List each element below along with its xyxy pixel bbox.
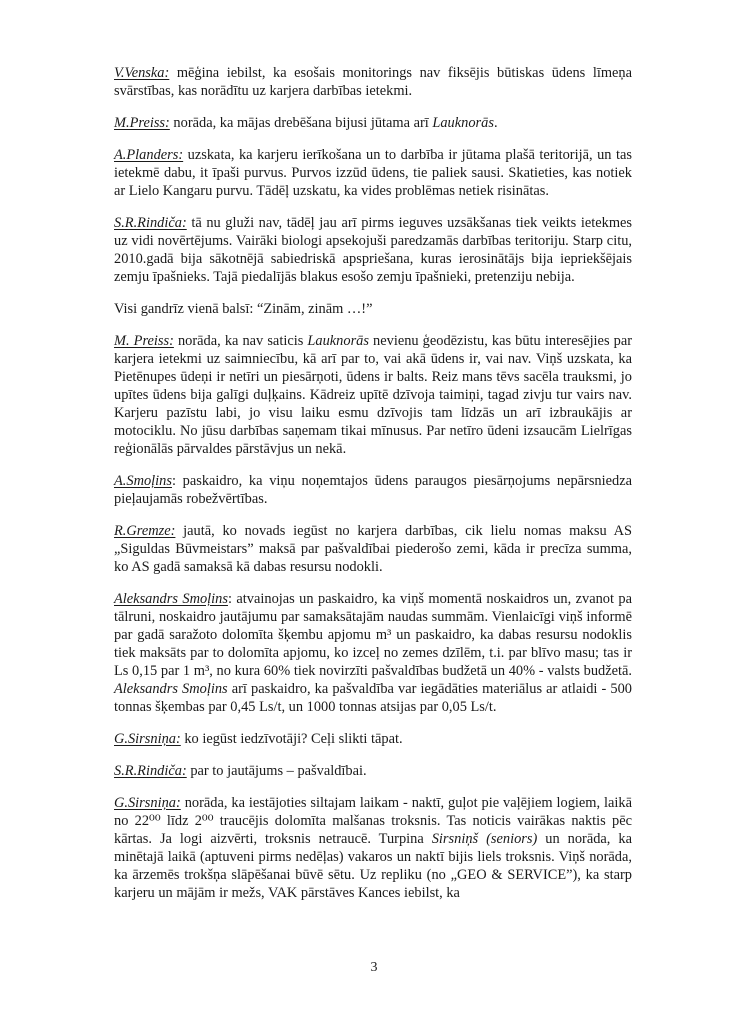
paragraph-text: norāda, ka mājas drebēšana bijusi jūtama arī [169,115,433,131]
paragraph-text: ko iegūst iedzīvotāji? Ceļi slikti tāpat. [180,731,403,747]
page-number: 3 [370,960,378,975]
speaker-name: G.Sirsniņa: [114,731,181,747]
paragraph-chorus [114,300,632,318]
paragraph-text: tā nu gluži nav, tādēļ jau arī pirms ieguves uzsākšanas tiek veikts ietekmes uz vidi novērtējums. Vairāki biologi apsekojuši paredzamās darbības teritoriju. Starp citu, 2010.gadā bija sākotnējā sabiedriskā apspriešana, kuras ierosinātājs bija iepriekšējais zemju īpašnieks. Tajā piedalījās blakus esošo zemju īpašnieki, pretenziju nebija. [114,215,632,285]
paragraph-gremze [114,522,632,576]
speaker-name: Aleksandrs Smoļins [114,591,228,607]
speaker-name: S.R.Rindiča: [114,215,187,231]
paragraph-smolins-1 [114,472,632,508]
paragraph-preiss-2 [114,332,632,458]
speaker-name: A.Planders: [114,147,184,163]
paragraph-text-after: . [493,115,498,131]
emphasis-text: Lauknorās [432,115,494,131]
paragraph-planders [114,146,632,200]
paragraph-rindica-2 [114,762,632,780]
speaker-name: S.R.Rindiča: [114,763,187,779]
speaker-name: A.Smoļins [114,473,172,489]
paragraph-text: norāda, ka nav saticis [173,333,308,349]
paragraph-text-after: arī paskaidro, ka pašvaldība var iegādāties materiālus ar atlaidi - 500 tonnas šķembas par 0,45 Ls/t, un 1000 tonnas atsijas par 0,05 Ls/t. [114,681,632,715]
paragraph-text-after: un norāda, ka minētajā laikā (aptuveni pirms nedēļas) vakaros un naktī bijis liels troksnis. Viņš norāda, ka ārzemēs trokšņa slāpēšanai būvē sētu. Uz repliku (no „GEO & SERVICE”), ka starp karjeru un mājām ir mežs, VAK pārstāves Kances iebilst, ka [114,831,632,901]
paragraph-sirsnina-1 [114,730,632,748]
paragraph-preiss-1 [114,114,632,132]
speaker-name: G.Sirsniņa: [114,795,181,811]
paragraph-smolins-2 [114,590,632,716]
paragraph-text: norāda, ka iestājoties siltajam laikam - naktī, guļot pie vaļējiem logiem, laikā no 22⁰⁰ līdz 2⁰⁰ traucējis dolomīta malšanas troksnis. Tas noticis vairākas naktis pēc kārtas. Ja logi aizvērti, troksnis netraucē. Turpina [114,795,632,847]
paragraph-text-after: nevienu ģeodēzistu, kas būtu interesējies par karjera ietekmi uz saimniecību, kā arī par to, vai akā ūdens ir, vai nav. Viņš uzskata, ka Pietēnupes ūdeņi ir netīri un piesārņoti, ūdens ir balts. Reiz mans tēvs sacēla trauksmi, jo upītes ūdens bija galīgi duļķains. Kādreiz upītē dzīvoja taimiņi, tagad zivju tur vairs nav. Karjeru pazīstu labi, jo visu laiku esmu dzīvojis tam līdzās un arī izbraukājis ar motociklu. No jūsu darbības saņemam tikai mīnusus. Par netīro ūdeni izsaucām Lielrīgas reģionālās pārvaldes pārstāvjus un nekā. [114,333,633,457]
speaker-name: V.Venska: [114,65,170,81]
emphasis-text: Sirsniņš (seniors) [431,831,538,847]
emphasis-text: Lauknorās [307,333,369,349]
paragraph-sirsnina-2 [114,794,632,902]
paragraph-text: : paskaidro, ka viņu noņemtajos ūdens paraugos piesārņojums nepārsniedza pieļaujamās robežvērtības. [114,473,632,507]
paragraph-venska [114,64,632,100]
paragraph-text: : atvainojas un paskaidro, ka viņš momentā noskaidros un, zvanot pa tālruni, noskaidro jautājumu par samaksātajām naudas summām. Vienlaicīgi viņš informē par gadā saražoto dolomīta šķembu apjomu m³ un paskaidro, ka dabas resursu nodoklis tiek maksāts par to dolomīta apjomu, ko izceļ no zemes dzīlēm, t.i. par blīvo masu; tas ir Ls 0,15 par 1 m³, no kura 60% tiek novirzīti pašvaldības budžetā un 40% - valsts budžetā. [114,591,632,679]
speaker-name: M. Preiss: [114,333,174,349]
speaker-name: M.Preiss: [114,115,170,131]
paragraph-rindica-1 [114,214,632,286]
paragraph-text: jautā, ko novads iegūst no karjera darbības, cik lielu nomas maksu AS „Siguldas Būvmeistars” maksā par pašvaldībai piederošo zemi, kāda ir precīza summa, ko AS gadā samaksā kā dabas resursu nodokli. [114,523,632,575]
emphasis-text: Aleksandrs Smoļins [114,681,228,697]
paragraph-text: Visi gandrīz vienā balsī: “Zinām, zinām …!” [114,301,373,317]
paragraph-text: mēģina iebilst, ka esošais monitorings nav fiksējis būtiskas ūdens līmeņa svārstības, kas norādītu uz karjera darbības ietekmi. [114,65,632,99]
speaker-name: R.Gremze: [114,523,176,539]
paragraph-text: par to jautājums – pašvaldībai. [186,763,367,779]
minutes-body [114,64,632,902]
paragraph-text: uzskata, ka karjeru ierīkošana un to darbība ir jūtama plašā teritorijā, un tas ietekmē dabu, it īpaši purvus. Purvos izzūd ūdens, tie paliek sausi. Skatieties, kas notiek ar Lielo Kangaru purvu. Tādēļ uzskatu, ka vides problēmas netiek risinātas. [114,147,632,199]
